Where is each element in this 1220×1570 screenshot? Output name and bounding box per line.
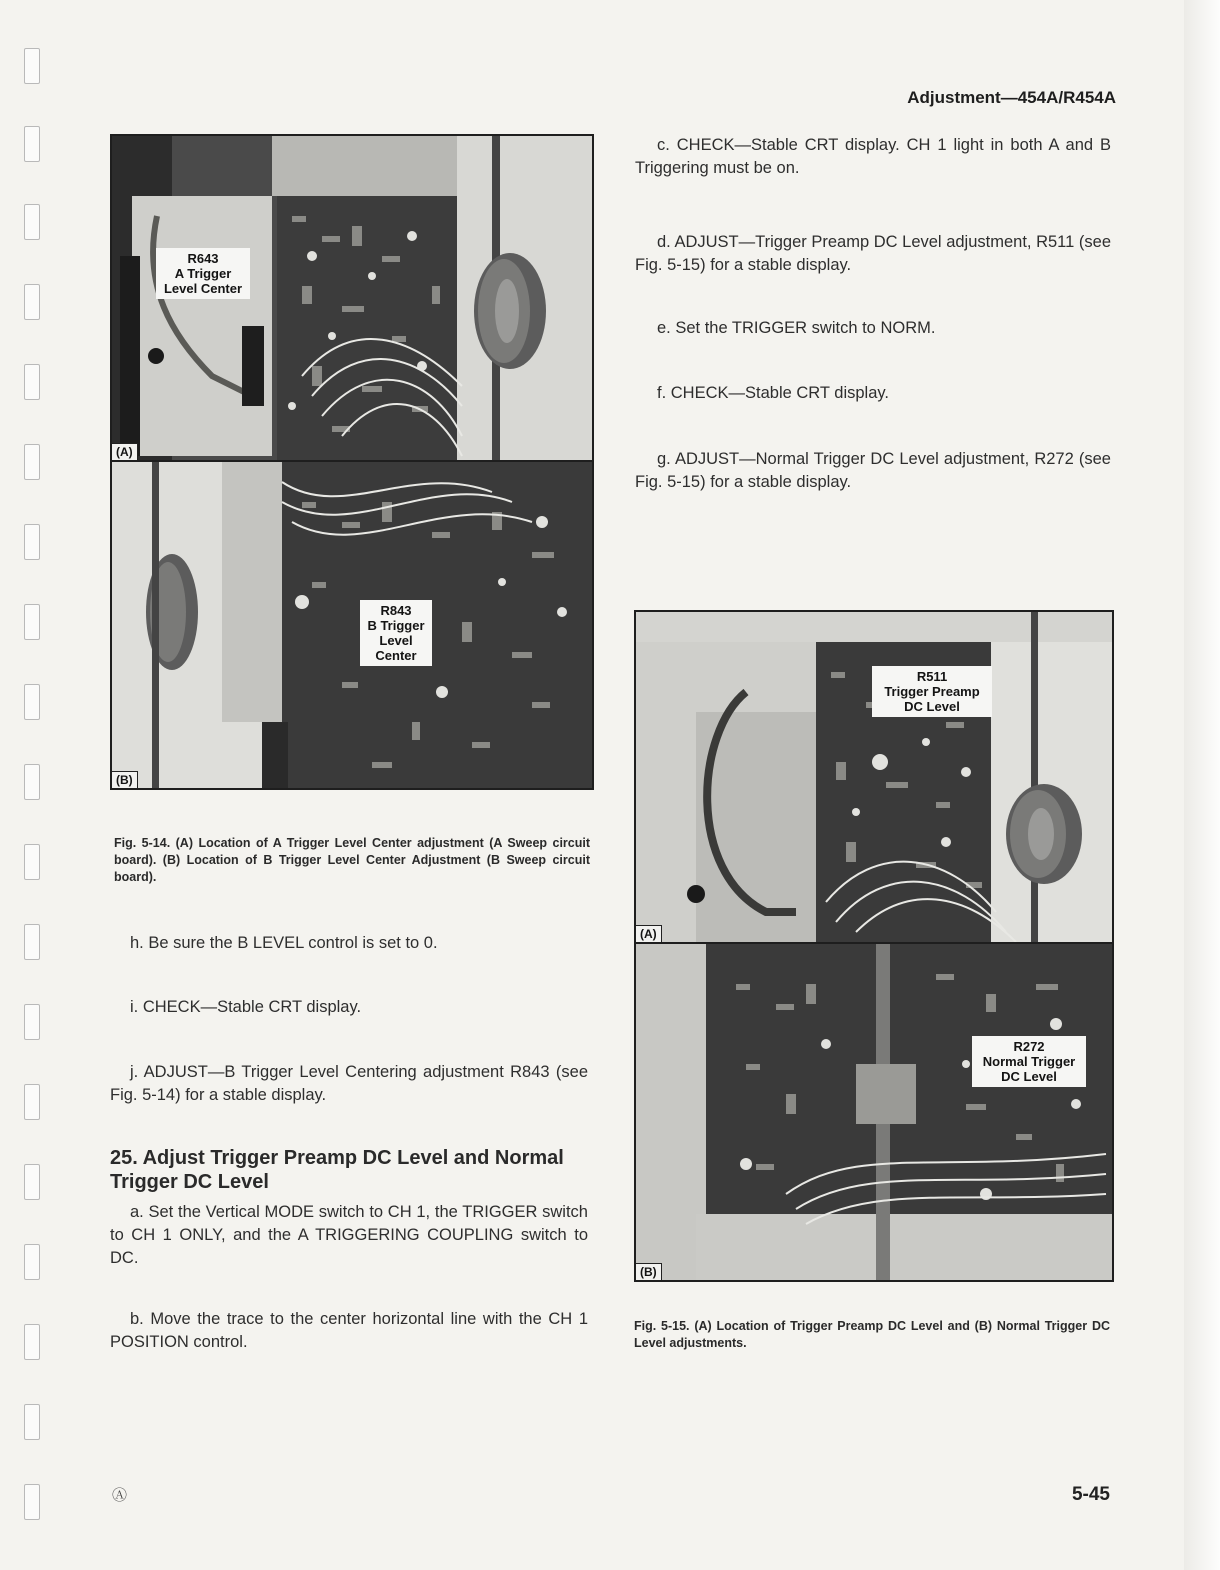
binder-hole (24, 524, 40, 560)
binder-hole (24, 1404, 40, 1440)
binder-hole (24, 1484, 40, 1520)
page-number: 5-45 (1071, 1484, 1110, 1505)
binder-hole (24, 284, 40, 320)
binder-hole (24, 604, 40, 640)
page-edge (1184, 0, 1220, 1570)
step-g: g. ADJUST—Normal Trigger DC Level adjustment, R272 (see Fig. 5-15) for a stable display. (635, 450, 1111, 491)
binder-hole (24, 1244, 40, 1280)
callout-line: R843 (380, 603, 412, 618)
step-f: f. CHECK—Stable CRT display. (657, 384, 889, 402)
binder-hole (24, 48, 40, 84)
panel-label-a: (A) (636, 925, 662, 942)
binder-hole (24, 844, 40, 880)
callout-line: DC Level (904, 699, 960, 714)
binder-hole (24, 1004, 40, 1040)
fig15-photo-a (634, 610, 1114, 944)
step-c: c. CHECK—Stable CRT display. CH 1 light in both A and B Triggering must be on. (635, 136, 1111, 177)
fig15-photo-b (634, 942, 1114, 1282)
binder-hole (24, 1084, 40, 1120)
step-e: e. Set the TRIGGER switch to NORM. (657, 319, 936, 337)
fig14-caption: Fig. 5-14. (A) Location of A Trigger Level Center adjustment (A Sweep circuit board). (B) Location of B Trigger Level Center Adjustment (B Sweep circuit board). (114, 836, 590, 884)
callout-line: B Trigger (367, 618, 425, 633)
callout-line: Trigger Preamp (884, 684, 980, 699)
callout-line: R272 (1013, 1039, 1045, 1054)
callout-line: R643 (187, 251, 219, 266)
callout-line: DC Level (1001, 1069, 1057, 1084)
tektronix-mark: Ⓐ (112, 1487, 128, 1504)
binder-hole (24, 126, 40, 162)
r511-callout (872, 666, 992, 717)
circuit-photo-image (636, 944, 1112, 1280)
panel-label-b: (B) (636, 1263, 662, 1280)
step-a: a. Set the Vertical MODE switch to CH 1, the TRIGGER switch to CH 1 ONLY, and the A TRIGGERING COUPLING switch to DC. (110, 1203, 588, 1267)
step-b: b. Move the trace to the center horizontal line with the CH 1 POSITION control. (110, 1310, 588, 1351)
panel-label-b: (B) (112, 771, 138, 788)
circuit-photo-image (112, 462, 592, 788)
callout-line: R511 (916, 669, 948, 684)
callout-line: Center (375, 648, 417, 663)
panel-label-a: (A) (112, 443, 138, 460)
binder-hole (24, 1324, 40, 1360)
callout-line: Level Center (163, 281, 243, 296)
circuit-photo-image (636, 612, 1112, 942)
binder-hole (24, 764, 40, 800)
binder-hole (24, 1164, 40, 1200)
fig14-photo-b (110, 460, 594, 790)
callout-line: Level (379, 633, 413, 648)
binder-hole (24, 684, 40, 720)
step-h: h. Be sure the B LEVEL control is set to 0. (130, 934, 438, 952)
binder-hole (24, 364, 40, 400)
r843-callout (360, 600, 432, 666)
r272-callout (972, 1036, 1086, 1087)
section-heading: 25. Adjust Trigger Preamp DC Level and Normal Trigger DC Level (110, 1147, 564, 1193)
binder-hole (24, 924, 40, 960)
callout-line: A Trigger (174, 266, 232, 281)
r643-callout (156, 248, 250, 299)
binder-hole (24, 444, 40, 480)
fig14-photo-a (110, 134, 594, 462)
page-header: Adjustment—454A/R454A (907, 88, 1116, 107)
fig15-caption: Fig. 5-15. (A) Location of Trigger Preamp DC Level and (B) Normal Trigger DC Level adjustments. (634, 1319, 1110, 1350)
step-j: j. ADJUST—B Trigger Level Centering adjustment R843 (see Fig. 5-14) for a stable display. (110, 1063, 588, 1104)
step-i: i. CHECK—Stable CRT display. (130, 998, 362, 1016)
step-d: d. ADJUST—Trigger Preamp DC Level adjustment, R511 (see Fig. 5-15) for a stable display. (635, 233, 1111, 274)
callout-line: Normal Trigger (982, 1054, 1076, 1069)
binder-hole (24, 204, 40, 240)
